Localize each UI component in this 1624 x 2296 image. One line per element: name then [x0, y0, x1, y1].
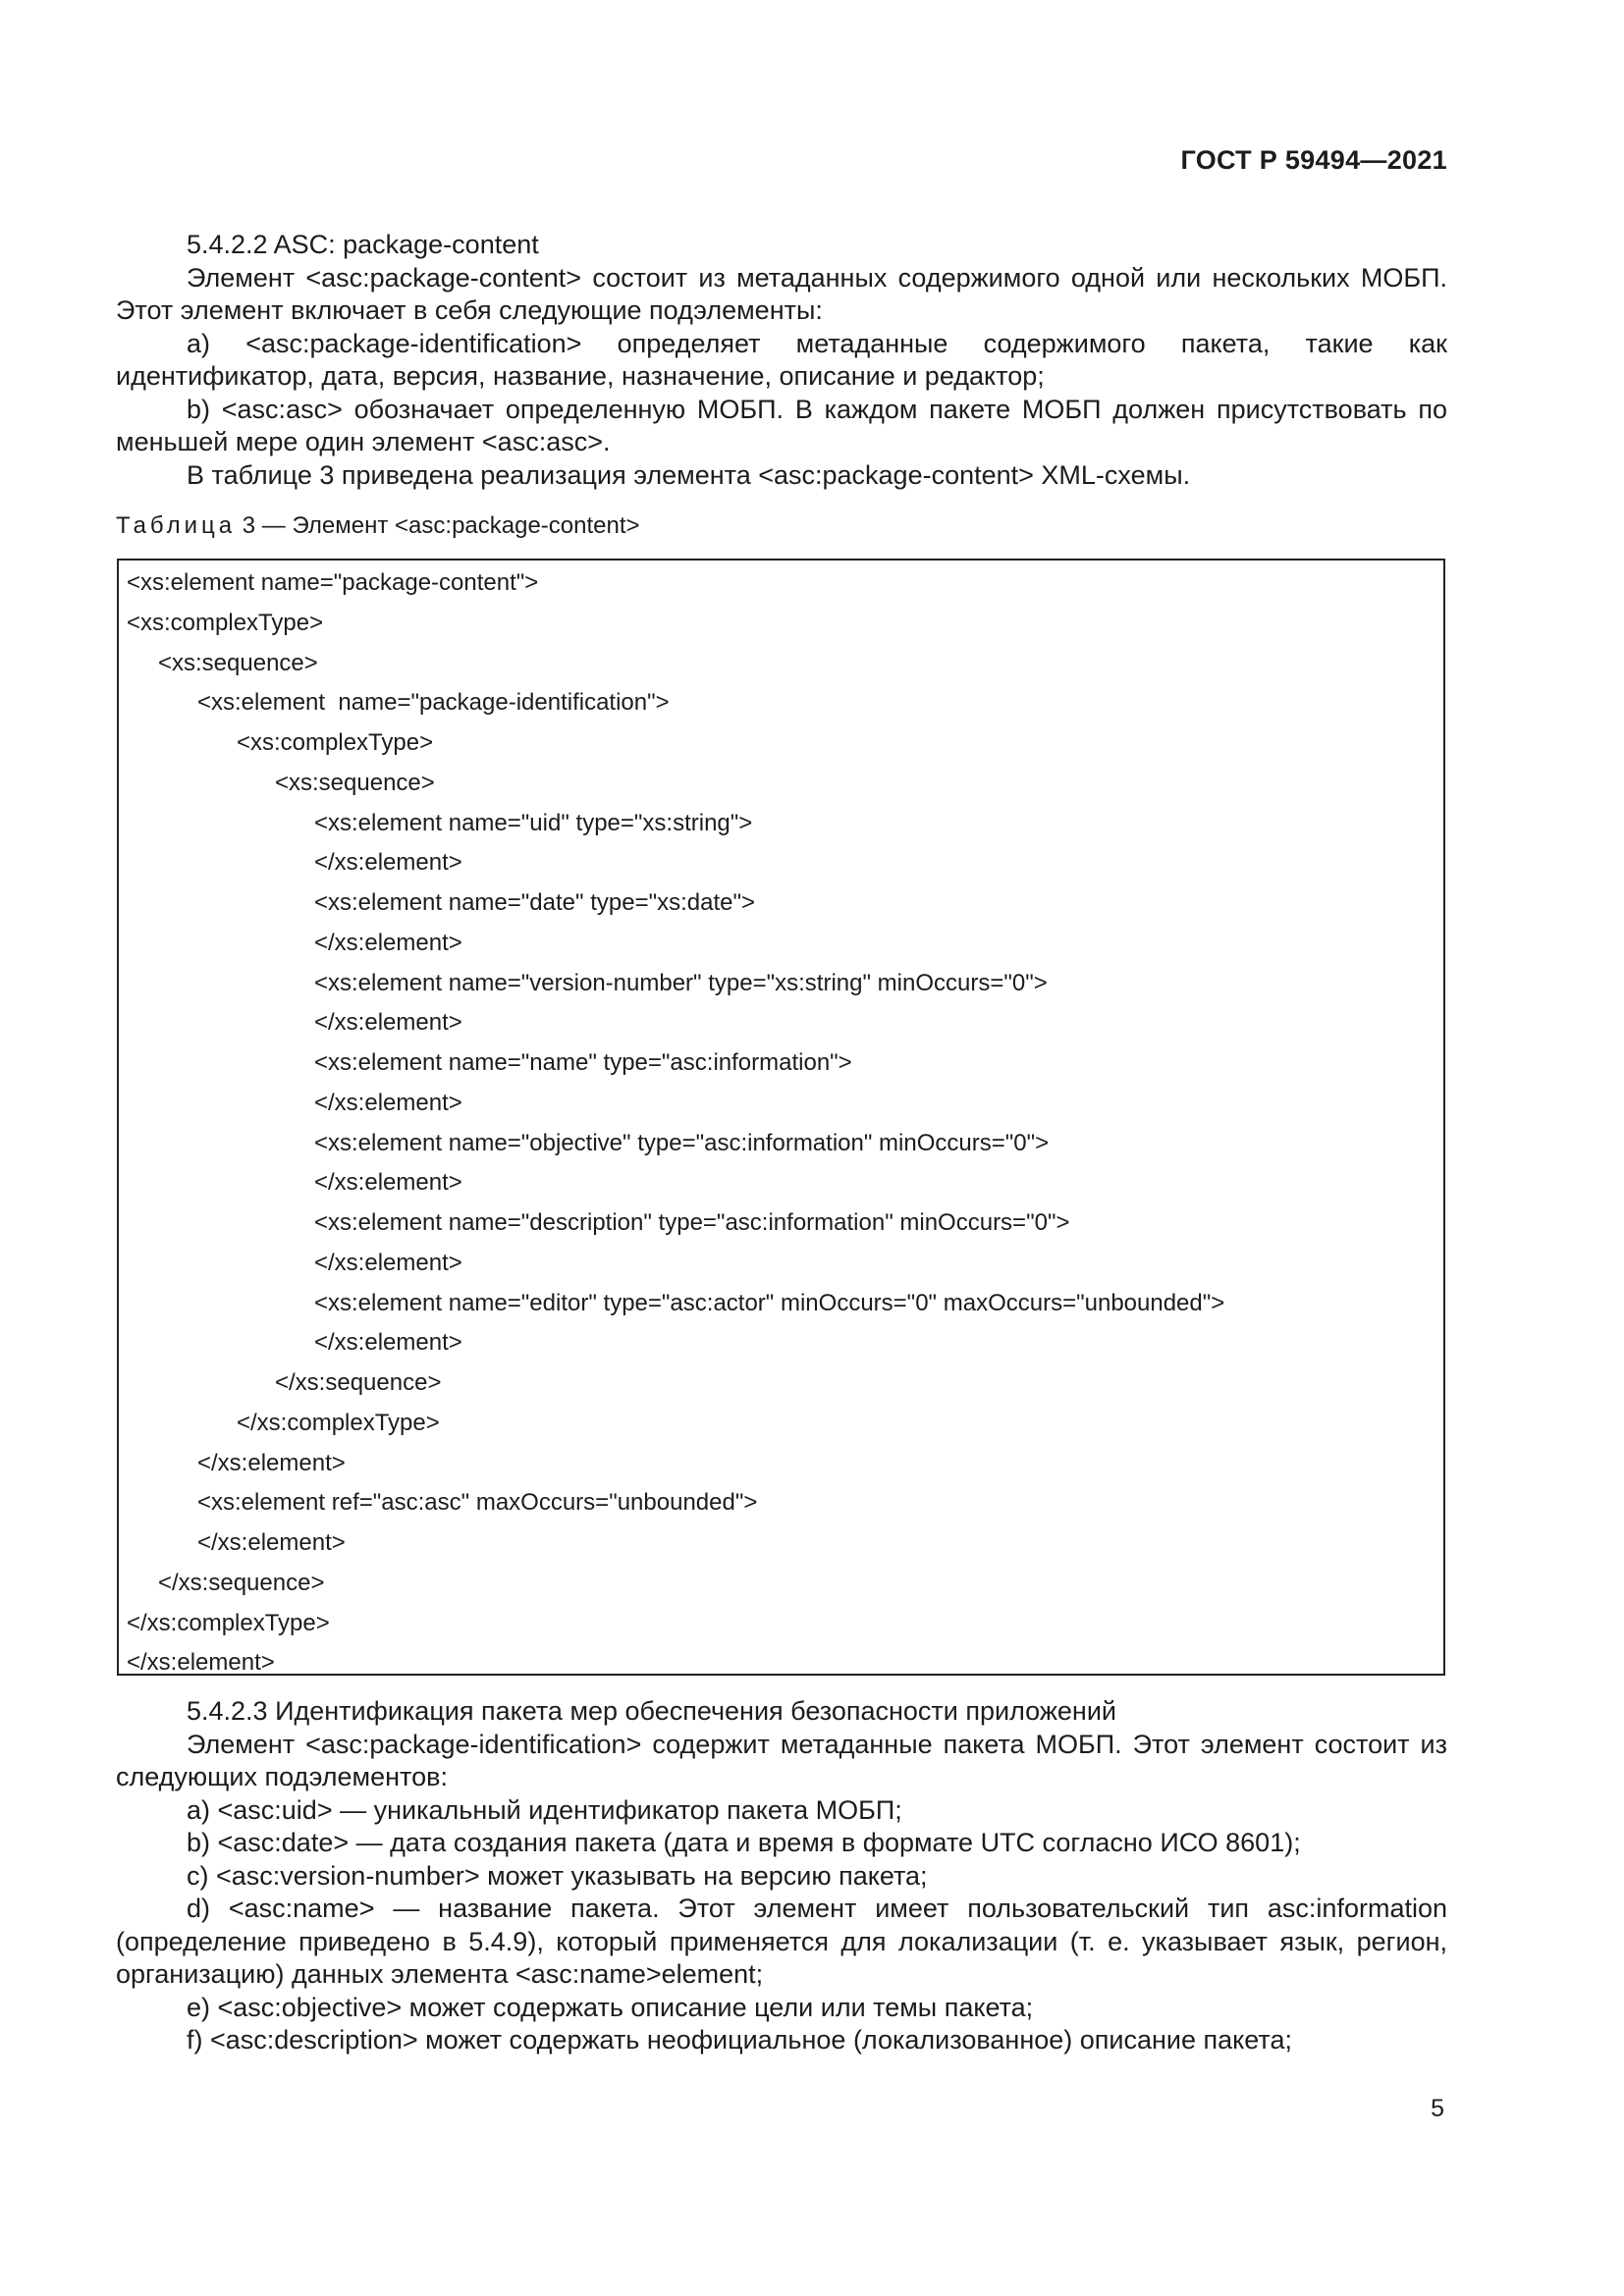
code-line: <xs:element name="name" type="asc:information">: [314, 1049, 852, 1076]
code-line: <xs:element name="package-content">: [127, 569, 539, 596]
code-line: </xs:element>: [314, 1249, 462, 1276]
code-line: <xs:element ref="asc:asc" maxOccurs="unbounded">: [197, 1489, 758, 1517]
list-item: e) <asc:objective> может содержать описание цели или темы пакета;: [187, 1992, 1034, 2022]
code-line: </xs:sequence>: [275, 1369, 442, 1396]
code-line: </xs:element>: [314, 929, 462, 956]
list-item: a) <asc:uid> — уникальный идентификатор пакета МОБП;: [187, 1794, 902, 1825]
code-line: </xs:element>: [314, 1089, 462, 1116]
section-5-4-2-3: [116, 1695, 1447, 2057]
code-line: </xs:element>: [314, 1169, 462, 1197]
standard-designation: ГОСТ Р 59494—2021: [1180, 145, 1447, 175]
code-line: </xs:complexType>: [237, 1409, 440, 1436]
paragraph: Элемент <asc:package-content> состоит из метаданных содержимого одной или нескольких МОБП. Этот элемент включает в себя следующие подэлементы:: [116, 262, 1447, 325]
code-line: </xs:element>: [314, 1009, 462, 1037]
xml-schema-table: [117, 559, 1445, 1676]
code-line: </xs:complexType>: [127, 1609, 330, 1636]
code-line: </xs:element>: [314, 1329, 462, 1357]
section-5-4-2-2: [116, 229, 1447, 492]
code-line: <xs:element name="date" type="xs:date">: [314, 889, 756, 916]
table-caption-label: Таблица: [116, 512, 237, 539]
code-lines: [119, 561, 1443, 1683]
list-item: b) <asc:date> — дата создания пакета (дата и время в формате UTC согласно ИСО 8601);: [187, 1828, 1301, 1857]
table-caption-text: 3 — Элемент <asc:package-content>: [242, 512, 640, 539]
code-line: </xs:element>: [197, 1449, 346, 1476]
code-line: </xs:element>: [197, 1529, 346, 1556]
page-number: 5: [1431, 2095, 1444, 2122]
code-line: <xs:element name="version-number" type="xs:string" minOccurs="0">: [314, 969, 1048, 996]
code-line: <xs:complexType>: [127, 609, 324, 636]
code-line: <xs:element name="editor" type="asc:actor" minOccurs="0" maxOccurs="unbounded">: [314, 1289, 1225, 1316]
table-caption: [116, 512, 640, 540]
code-line: <xs:element name="description" type="asc:information" minOccurs="0">: [314, 1209, 1070, 1236]
list-item: a) <asc:package-identification> определяет метаданные содержимого пакета, такие как идентификатор, дата, версия, название, назначение, описание и редактор;: [116, 328, 1447, 391]
code-line: <xs:element name="objective" type="asc:information" minOccurs="0">: [314, 1129, 1050, 1156]
code-line: </xs:element>: [127, 1649, 275, 1677]
code-line: <xs:element name="uid" type="xs:string">: [314, 809, 753, 836]
section-heading: 5.4.2.3 Идентификация пакета мер обеспечения безопасности приложений: [187, 1696, 1117, 1726]
code-line: <xs:element name="package-identification">: [197, 689, 670, 717]
list-item: d) <asc:name> — название пакета. Этот элемент имеет пользовательский тип asc:information (определение приведено в 5.4.9), который применяется для локализации (т. е. указывает язык, регион, организацию) данных элемента <asc:name>element;: [116, 1894, 1447, 1989]
code-line: <xs:complexType>: [237, 729, 434, 756]
list-item: b) <asc:asc> обозначает определенную МОБП. В каждом пакете МОБП должен присутствовать по меньшей мере один элемент <asc:asc>.: [116, 394, 1447, 456]
code-line: <xs:sequence>: [275, 769, 435, 796]
code-line: </xs:sequence>: [158, 1569, 325, 1596]
list-item: f) <asc:description> может содержать неофициальное (локализованное) описание пакета;: [187, 2025, 1292, 2055]
paragraph: В таблице 3 приведена реализация элемента <asc:package-content> XML-схемы.: [187, 459, 1191, 490]
code-line: </xs:element>: [314, 849, 462, 877]
code-line: <xs:sequence>: [158, 649, 318, 676]
list-item: c) <asc:version-number> может указывать на версию пакета;: [187, 1860, 928, 1891]
paragraph: Элемент <asc:package-identification> содержит метаданные пакета МОБП. Этот элемент состоит из следующих подэлементов:: [116, 1729, 1447, 1791]
section-heading: 5.4.2.2 ASC: package-content: [187, 230, 539, 259]
